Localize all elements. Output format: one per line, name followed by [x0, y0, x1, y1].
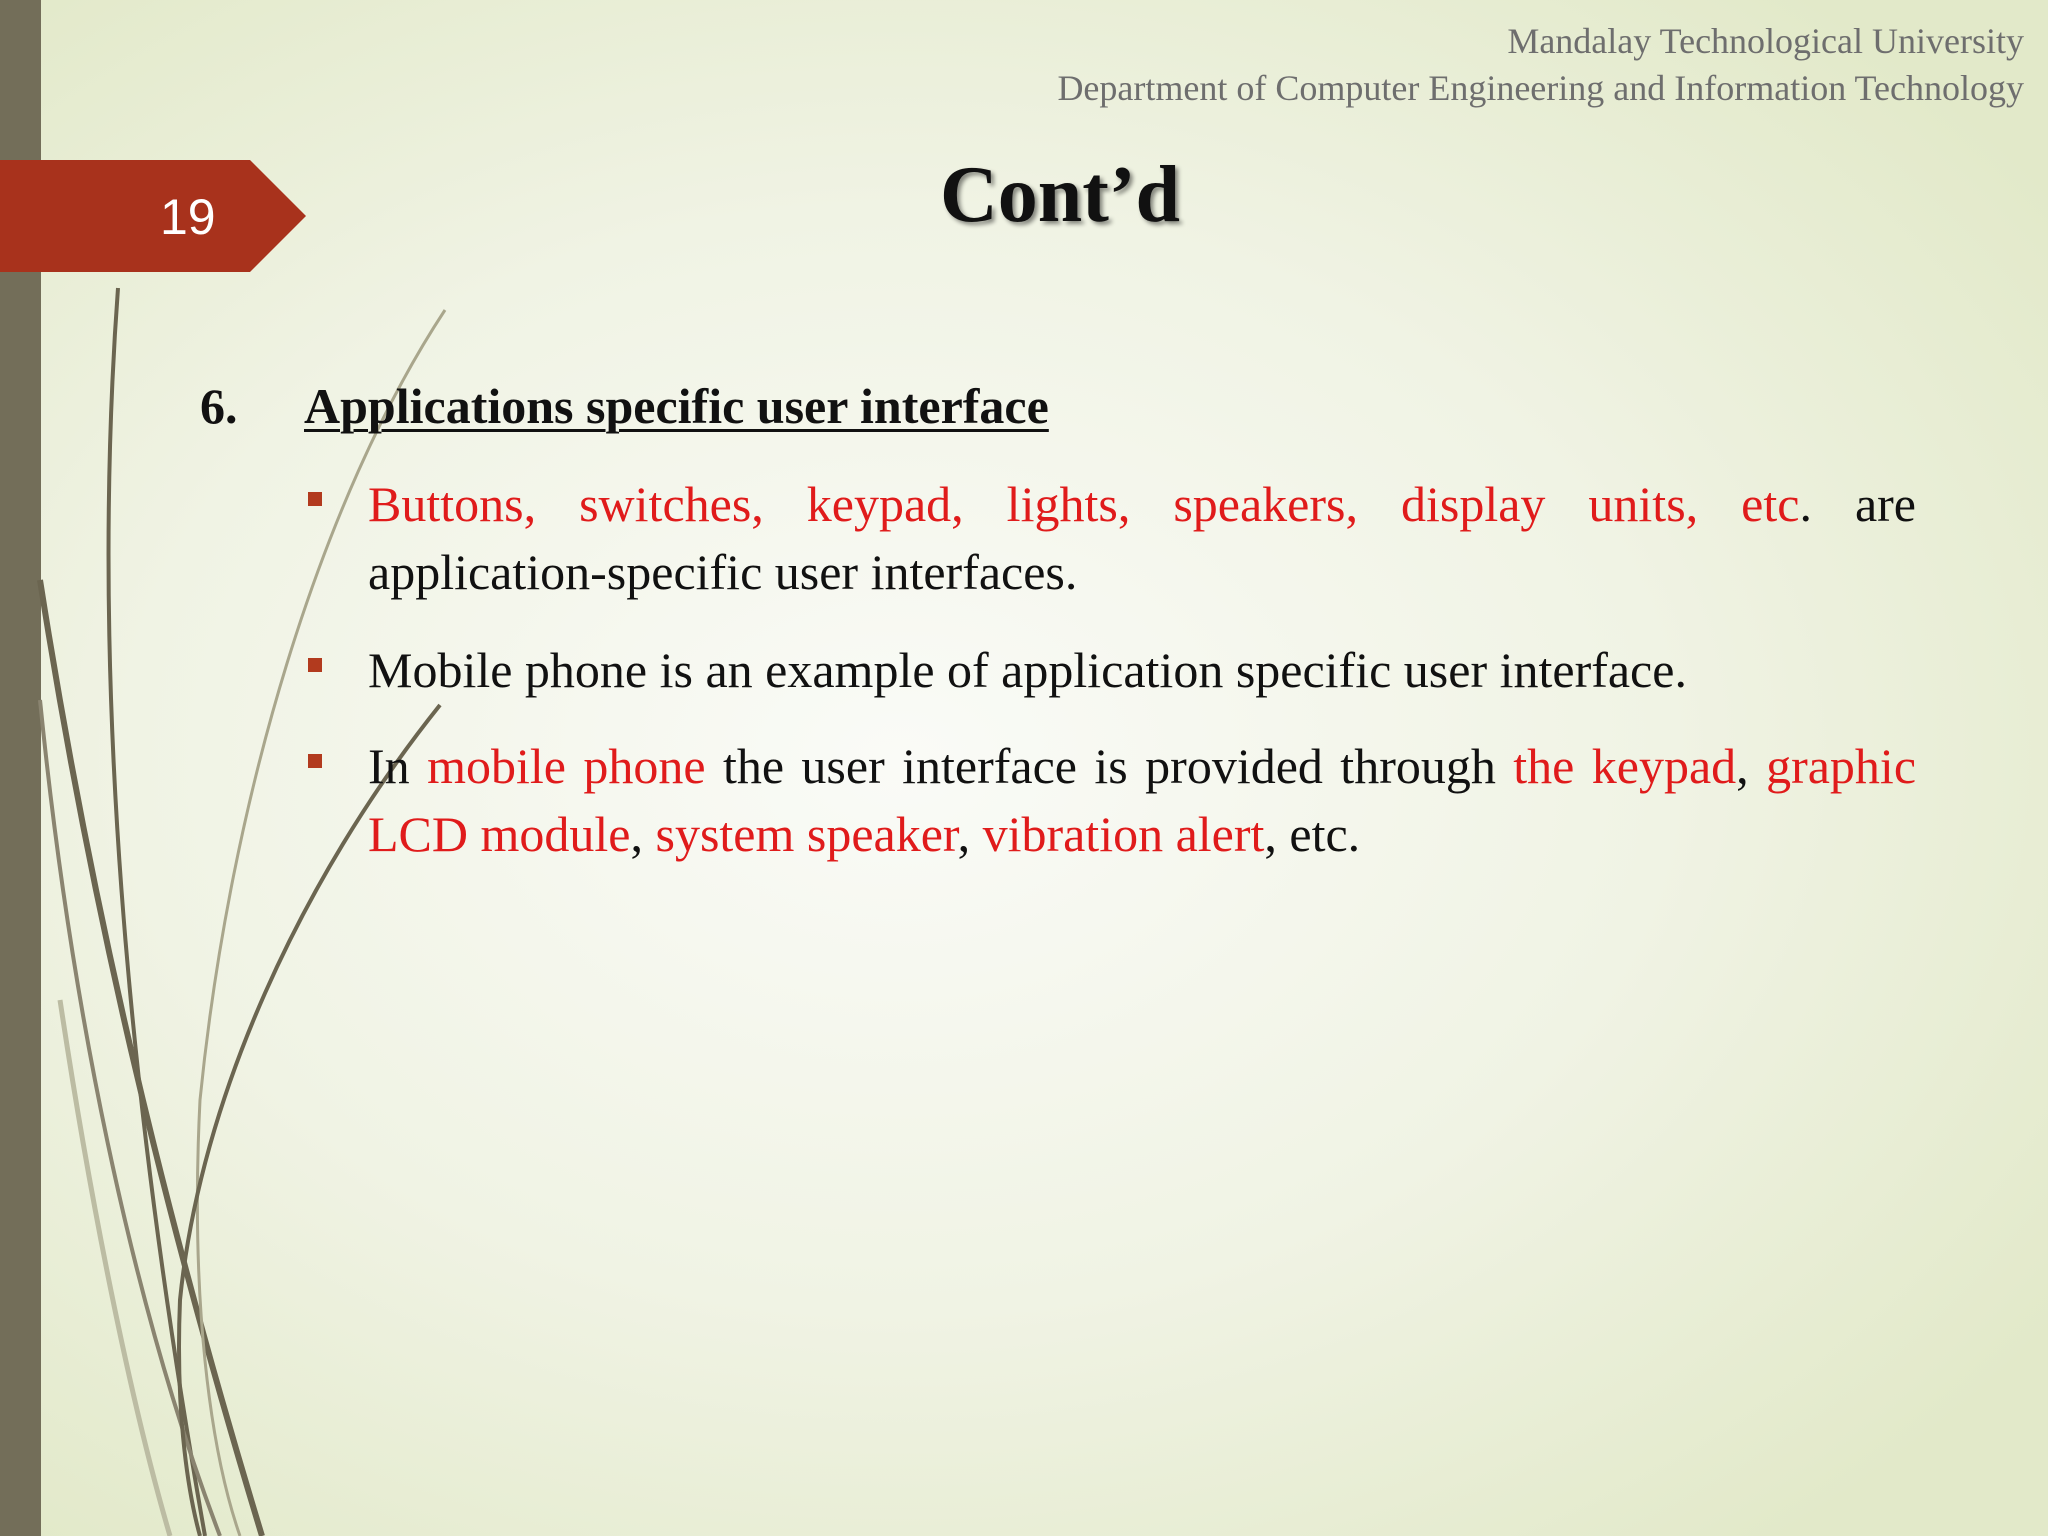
- highlighted-text: Buttons, switches, keypad, lights, speakers, display units, etc: [368, 476, 1800, 532]
- bullet-text-segment: ,: [1736, 738, 1767, 794]
- bullet-text-segment: , etc.: [1264, 806, 1361, 862]
- institution-header: [1057, 18, 2024, 112]
- highlighted-text: mobile phone: [427, 738, 706, 794]
- bullet-marker: [308, 492, 322, 506]
- slide-number: 19: [160, 189, 216, 245]
- slide-title: Cont’d: [939, 151, 1181, 239]
- bullet-item: [368, 470, 1916, 606]
- bullet-marker: [308, 754, 322, 768]
- highlighted-text: system speaker: [655, 806, 958, 862]
- bullet-text-segment: . are application-specific user interfaces.: [368, 476, 1916, 600]
- bullet-marker: [308, 658, 322, 672]
- bullet-text-segment: ,: [957, 806, 983, 862]
- section-number: 6.: [200, 378, 238, 434]
- bullet-text-segment: the user interface is provided through: [705, 738, 1514, 794]
- bullet-item: [368, 732, 1916, 868]
- bullet-item: [368, 636, 1916, 704]
- slide-number-tab: [0, 160, 306, 272]
- highlighted-text: graphic LCD module: [368, 738, 1917, 862]
- highlighted-text: vibration alert: [982, 806, 1265, 862]
- department-name: Department of Computer Engineering and Information Technology: [1057, 68, 2024, 108]
- university-name: Mandalay Technological University: [1507, 21, 2024, 61]
- bullet-text-segment: ,: [630, 806, 656, 862]
- highlighted-text: the keypad: [1513, 738, 1737, 794]
- bullet-text-segment: Mobile phone is an example of application specific user interface.: [368, 642, 1687, 698]
- section-heading: Applications specific user interface: [304, 378, 1049, 434]
- bullet-text-segment: In: [368, 738, 428, 794]
